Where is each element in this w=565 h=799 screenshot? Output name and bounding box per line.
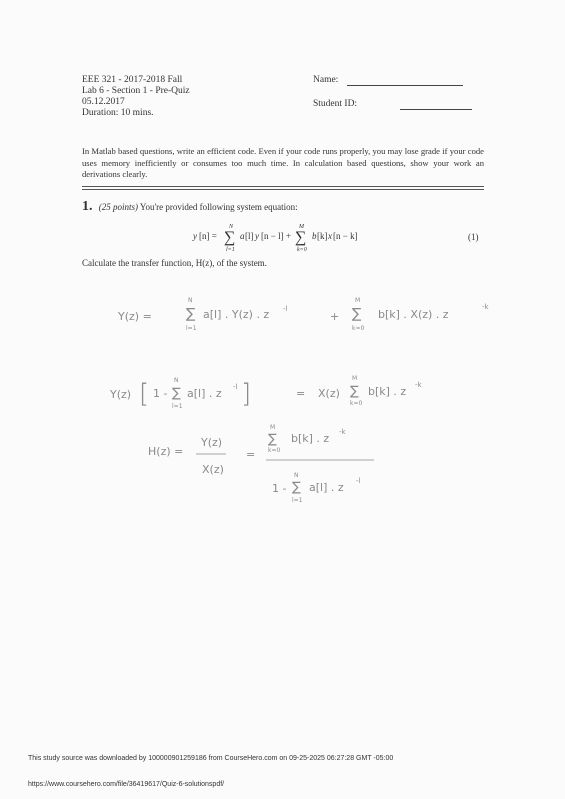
calc-prompt: Calculate the transfer function, H(z), of the system. — [82, 258, 267, 268]
lab-line: Lab 6 - Section 1 - Pre-Quiz — [82, 86, 190, 96]
svg-text:[n − k]: [n − k] — [333, 231, 358, 241]
name-blank-line — [347, 76, 463, 86]
svg-text:a[l] . z: a[l] . z — [187, 387, 222, 400]
svg-text:[n] =: [n] = — [199, 231, 217, 241]
handwritten-line-2 — [109, 375, 423, 410]
svg-text:y: y — [255, 231, 259, 241]
svg-text:-k: -k — [415, 381, 422, 389]
svg-text:Y(z): Y(z) — [201, 436, 223, 449]
equation-number: (1) — [468, 232, 479, 242]
svg-text:N: N — [294, 472, 299, 479]
svg-text:a: a — [240, 231, 245, 241]
svg-text:x: x — [328, 231, 332, 241]
svg-text:k=0: k=0 — [350, 400, 363, 407]
svg-text:N: N — [229, 224, 234, 230]
svg-text:-k: -k — [482, 303, 489, 311]
student-fields — [313, 75, 472, 110]
svg-text:b[k] . z: b[k] . z — [291, 432, 330, 445]
question-points: (25 points) — [98, 202, 138, 212]
svg-text:∑: ∑ — [172, 386, 181, 401]
svg-text:X(z): X(z) — [318, 387, 340, 400]
handwritten-line-3 — [148, 424, 374, 504]
course-line: EEE 321 - 2017-2018 Fall — [82, 75, 183, 85]
student-id-blank-line — [400, 100, 472, 110]
name-row — [313, 75, 472, 86]
svg-text:]: ] — [241, 379, 252, 409]
date-line: 05.12.2017 — [82, 97, 125, 107]
svg-text:l=1: l=1 — [292, 497, 303, 504]
svg-text:k=0: k=0 — [268, 447, 281, 454]
student-id-row — [313, 99, 472, 110]
svg-text:[l]: [l] — [245, 231, 254, 241]
svg-text:N: N — [188, 297, 193, 304]
svg-text:∑: ∑ — [268, 432, 277, 447]
svg-text:l=1: l=1 — [186, 325, 197, 332]
svg-text:∑: ∑ — [292, 480, 301, 495]
svg-text:[n − l] +: [n − l] + — [261, 231, 291, 241]
svg-text:Y(z): Y(z) — [110, 388, 132, 401]
divider-line-2 — [82, 189, 484, 190]
divider-line — [82, 186, 484, 187]
svg-text:-l: -l — [283, 305, 288, 313]
svg-text:H(z) =: H(z) = — [148, 445, 184, 458]
handwritten-line-1 — [117, 297, 490, 332]
svg-text:-l: -l — [233, 383, 238, 391]
question-heading — [82, 199, 298, 215]
svg-text:k=0: k=0 — [352, 325, 365, 332]
svg-text:1 -: 1 - — [153, 387, 168, 400]
svg-text:b[k] . X(z) . z: b[k] . X(z) . z — [378, 308, 449, 321]
svg-text:[: [ — [139, 379, 150, 409]
svg-text:∑: ∑ — [295, 229, 307, 246]
student-id-label: Student ID: — [313, 99, 358, 109]
svg-text:b[k] . z: b[k] . z — [368, 385, 407, 398]
svg-text:1 -: 1 - — [272, 482, 287, 495]
duration-line: Duration: 10 mins. — [82, 108, 154, 118]
svg-text:=: = — [246, 448, 256, 461]
svg-text:+: + — [330, 310, 340, 323]
svg-text:M: M — [352, 375, 358, 382]
svg-text:=: = — [296, 387, 306, 400]
instructions: In Matlab based questions, write an efficient code. Even if your code runs properly, you may lose grade if your code uses memory inefficiently or consumes too much time. In calculation based questions, show your work an derivations clearly. — [82, 146, 484, 179]
svg-text:b: b — [312, 231, 317, 241]
svg-text:-k: -k — [339, 428, 346, 436]
svg-text:∑: ∑ — [350, 384, 359, 399]
course-info — [82, 75, 190, 119]
svg-text:l=1: l=1 — [226, 247, 235, 253]
svg-text:M: M — [299, 224, 304, 230]
svg-text:∑: ∑ — [186, 306, 196, 322]
svg-text:k=0: k=0 — [297, 247, 307, 253]
source-url[interactable]: https://www.coursehero.com/file/36419617/Quiz-6-solutionspdf/ — [28, 781, 225, 788]
svg-text:l=1: l=1 — [172, 403, 183, 410]
question-number: 1. — [82, 199, 93, 214]
svg-text:∑: ∑ — [352, 306, 362, 322]
question-prompt: You're provided following system equation: — [139, 202, 298, 212]
svg-text:a[l] . Y(z) . z: a[l] . Y(z) . z — [203, 308, 270, 321]
name-label: Name: — [313, 75, 339, 85]
svg-text:a[l] . z: a[l] . z — [309, 481, 344, 494]
download-note: This study source was downloaded by 100000901259186 from CourseHero.com on 09-25-2025 06:27:28 GMT -05:00 — [28, 755, 394, 762]
svg-text:N: N — [174, 377, 179, 384]
svg-text:Y(z) =: Y(z) = — [118, 310, 152, 323]
svg-text:y: y — [193, 231, 197, 241]
svg-text:[k]: [k] — [317, 231, 328, 241]
svg-text:X(z): X(z) — [202, 463, 224, 476]
svg-text:M: M — [355, 297, 361, 304]
svg-text:∑: ∑ — [224, 229, 236, 246]
svg-text:M: M — [270, 424, 276, 431]
svg-text:-l: -l — [356, 477, 361, 485]
